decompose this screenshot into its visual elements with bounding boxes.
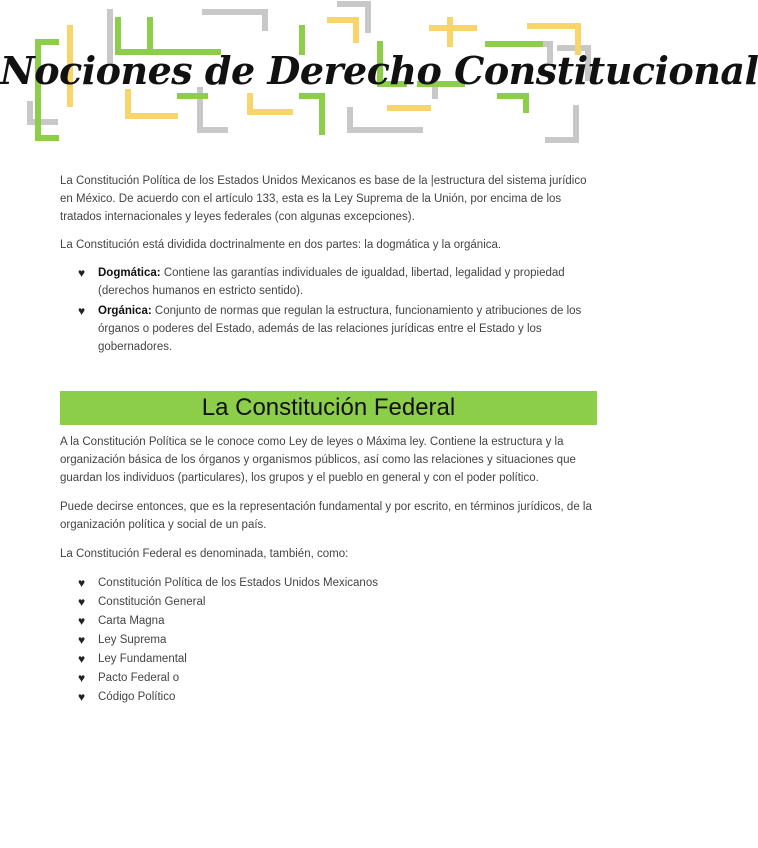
list-item — [78, 650, 600, 669]
intro-paragraph: La Constitución está dividida doctrinalmente en dos partes: la dogmática y la orgánica. — [60, 239, 502, 251]
alias-label: Ley Fundamental — [98, 653, 187, 665]
heart-icon: ♥ — [78, 690, 86, 704]
section-paragraph: La Constitución Federal es denominada, también, como: — [60, 548, 349, 560]
gray-bracket — [350, 110, 420, 130]
heart-icon: ♥ — [78, 652, 86, 666]
term-description: Conjunto de normas que regulan la estructura, funcionamiento y atribuciones de los órganos o poderes del Estado, además de las relaciones jurídicas entre el Estado y los gobernadores. — [98, 305, 582, 353]
heart-icon: ♥ — [78, 671, 86, 685]
yellow-bracket — [250, 96, 290, 112]
federal-constitution-section — [60, 433, 600, 707]
list-item — [78, 612, 600, 631]
gray-bracket — [205, 12, 265, 28]
heart-icon: ♥ — [78, 266, 86, 280]
heart-icon: ♥ — [78, 304, 86, 318]
alias-label: Constitución General — [98, 596, 206, 608]
gray-bracket — [548, 108, 576, 140]
gray-bracket — [30, 104, 55, 122]
aliases-list — [60, 574, 600, 707]
term-label: Dogmática: — [98, 267, 161, 279]
heart-icon: ♥ — [78, 614, 86, 628]
intro-paragraph: La Constitución Política de los Estados Unidos Mexicanos es base de la |estructura del sistema jurídico en México. De acuerdo con el artículo 133, esta es la Ley Suprema de la Unión, por encima de los tratados internacionales y leyes federales (con algunas excepciones). — [60, 175, 587, 223]
section-heading: La Constitución Federal — [201, 394, 456, 421]
list-item — [78, 688, 600, 707]
list-item — [78, 631, 600, 650]
heart-icon: ♥ — [78, 633, 86, 647]
green-bracket — [302, 96, 322, 132]
list-item — [78, 264, 600, 300]
term-description: Contiene las garantías individuales de igualdad, libertad, legalidad y propiedad (derechos humanos en estricto sentido). — [98, 267, 565, 297]
intro-section — [60, 172, 600, 364]
section-paragraph: Puede decirse entonces, que es la representación fundamental y por escrito, en términos jurídicos, de la organización política y social de un país. — [60, 501, 592, 531]
constitution-parts-list — [60, 264, 600, 356]
heart-icon: ♥ — [78, 595, 86, 609]
list-item — [78, 302, 600, 356]
alias-label: Carta Magna — [98, 615, 165, 627]
list-item — [78, 669, 600, 688]
alias-label: Código Político — [98, 691, 176, 703]
page-title: Nociones de Derecho Constitucional — [0, 48, 758, 93]
term-label: Orgánica: — [98, 305, 152, 317]
alias-label: Constitución Política de los Estados Unidos Mexicanos — [98, 577, 378, 589]
yellow-bracket — [330, 20, 356, 40]
alias-label: Ley Suprema — [98, 634, 167, 646]
list-item — [78, 574, 600, 593]
section-paragraph: A la Constitución Política se le conoce como Ley de leyes o Máxima ley. Contiene la estructura y la organización básica de los órganos y organismos públicos, así como las relaciones y situaciones que guardan los individuos (particulares), los grupos y el pueblo en general y con el poder político. — [60, 436, 576, 484]
list-item — [78, 593, 600, 612]
section-banner — [60, 391, 597, 425]
green-bracket — [500, 96, 526, 110]
alias-label: Pacto Federal o — [98, 672, 180, 684]
header-decoration — [0, 0, 758, 150]
yellow-bracket — [128, 92, 175, 116]
heart-icon: ♥ — [78, 576, 86, 590]
